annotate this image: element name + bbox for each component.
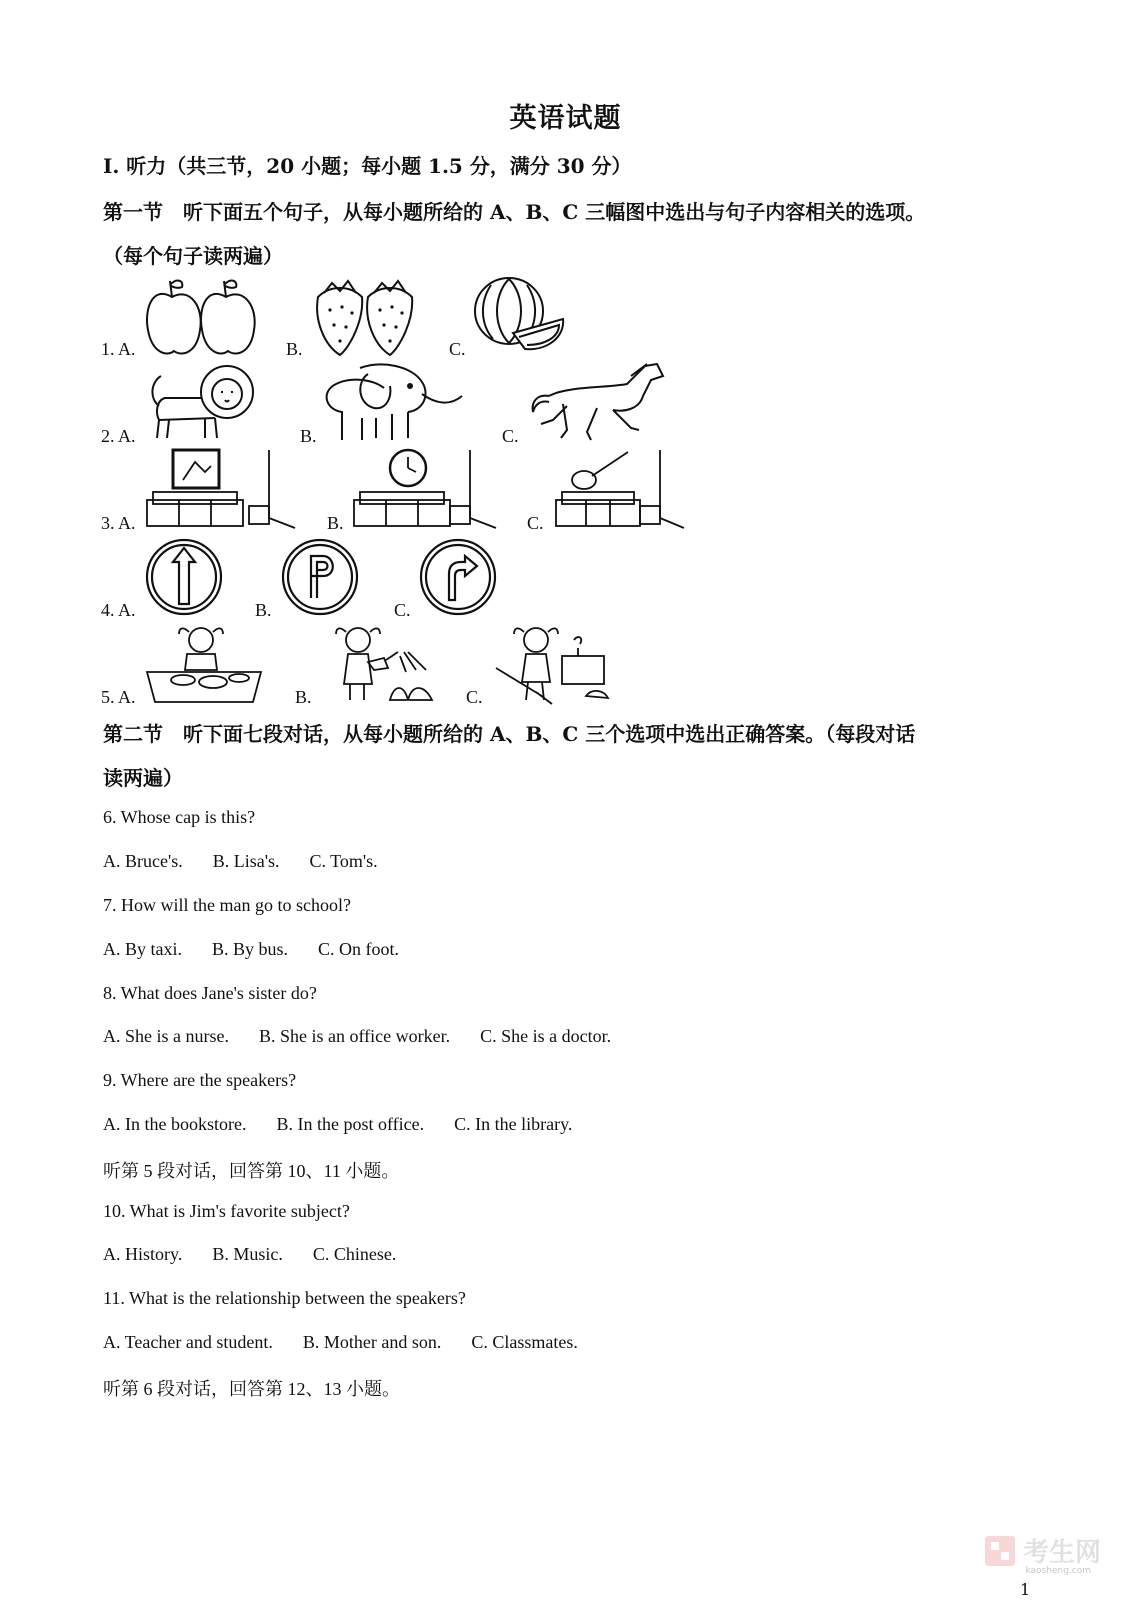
question-9: 9. Where are the speakers? xyxy=(103,1070,297,1090)
question-9-options xyxy=(103,1114,602,1135)
item-5-c-label: C. xyxy=(466,687,483,707)
dialogue-6-note: 听第 6 段对话，回答第 12、13 小题。 xyxy=(103,1379,400,1399)
elephant-picture xyxy=(312,362,467,442)
turn-right-sign-icon xyxy=(419,538,499,618)
watermark-subtext: kaosheng.com xyxy=(1025,1566,1091,1576)
question-7: 7. How will the man go to school? xyxy=(103,895,351,915)
option-c: C. In the library. xyxy=(454,1114,573,1134)
option-b: B. She is an office worker. xyxy=(258,1026,451,1046)
horse-picture xyxy=(527,360,667,442)
item-4-c-label: C. xyxy=(394,600,411,620)
option-c: C. Chinese. xyxy=(312,1244,397,1264)
option-c: C. On foot. xyxy=(318,939,400,959)
item-5-label: 5. A. xyxy=(101,687,136,707)
option-a: A. She is a nurse. xyxy=(103,1026,229,1046)
girl-sweeping-floor-picture xyxy=(492,622,617,704)
section-heading: I. 听力（共三节，20 小题；每小题 1.5 分，满分 30 分） xyxy=(103,154,632,178)
question-8: 8. What does Jane's sister do? xyxy=(103,983,317,1003)
question-11-options xyxy=(103,1332,608,1353)
question-7-options xyxy=(103,939,429,960)
option-a: A. By taxi. xyxy=(103,939,182,959)
page-number: 1 xyxy=(1020,1580,1031,1599)
item-5-b-label: B. xyxy=(295,687,312,707)
question-11: 11. What is the relationship between the speakers? xyxy=(103,1288,466,1308)
parking-sign-icon xyxy=(281,538,361,618)
item-1-c-label: C. xyxy=(449,339,466,359)
item-4-b-label: B. xyxy=(255,600,272,620)
option-b: B. By bus. xyxy=(212,939,289,959)
item-4-label: 4. A. xyxy=(101,600,136,620)
question-10-options xyxy=(103,1244,426,1265)
option-a: A. History. xyxy=(103,1244,183,1264)
lion-picture xyxy=(145,362,265,442)
room-with-clock-picture xyxy=(350,448,500,530)
question-6-options xyxy=(103,851,408,872)
dialogue-5-note: 听第 5 段对话，回答第 10、11 小题。 xyxy=(103,1161,400,1181)
item-1-label: 1. A. xyxy=(101,339,136,359)
option-a: A. Teacher and student. xyxy=(103,1332,273,1352)
option-b: B. In the post office. xyxy=(276,1114,425,1134)
item-2-c-label: C. xyxy=(502,426,519,446)
page-title: 英语试题 xyxy=(509,103,622,134)
question-6: 6. Whose cap is this? xyxy=(103,807,256,827)
girl-watering-flowers-picture xyxy=(322,622,442,704)
option-a: A. In the bookstore. xyxy=(103,1114,247,1134)
room-with-painting-picture xyxy=(143,448,298,530)
girl-washing-dishes-picture xyxy=(143,622,268,704)
strawberries-picture xyxy=(310,275,422,360)
part2-heading: 第二节 听下面七段对话，从每小题所给的 A、B、C 三个选项中选出正确答案。（每段对话 xyxy=(103,722,916,746)
question-8-options xyxy=(103,1026,641,1047)
question-10: 10. What is Jim's favorite subject? xyxy=(103,1201,350,1221)
item-3-b-label: B. xyxy=(327,513,344,533)
apples-picture xyxy=(142,275,257,360)
item-3-c-label: C. xyxy=(527,513,544,533)
part1-heading-cont: （每个句子读两遍） xyxy=(103,244,283,268)
part2-heading-cont: 读两遍） xyxy=(103,766,183,790)
item-3-label: 3. A. xyxy=(101,513,136,533)
option-b: B. Music. xyxy=(212,1244,283,1264)
watermelon-picture xyxy=(473,275,568,353)
item-1-b-label: B. xyxy=(286,339,303,359)
item-2-label: 2. A. xyxy=(101,426,136,446)
room-with-guitar-picture xyxy=(552,448,687,530)
go-straight-sign-icon xyxy=(145,538,225,618)
option-a: A. Bruce's. xyxy=(103,851,183,871)
option-b: B. Mother and son. xyxy=(302,1332,442,1352)
watermark-text: 考生网 xyxy=(1022,1538,1101,1568)
option-b: B. Lisa's. xyxy=(212,851,280,871)
part1-heading: 第一节 听下面五个句子，从每小题所给的 A、B、C 三幅图中选出与句子内容相关的选项。 xyxy=(103,200,926,224)
option-c: C. Tom's. xyxy=(309,851,378,871)
watermark xyxy=(983,1532,1101,1569)
option-c: C. She is a doctor. xyxy=(480,1026,612,1046)
item-2-b-label: B. xyxy=(300,426,317,446)
option-c: C. Classmates. xyxy=(471,1332,578,1352)
kaosheng-logo-icon xyxy=(983,1534,1017,1568)
